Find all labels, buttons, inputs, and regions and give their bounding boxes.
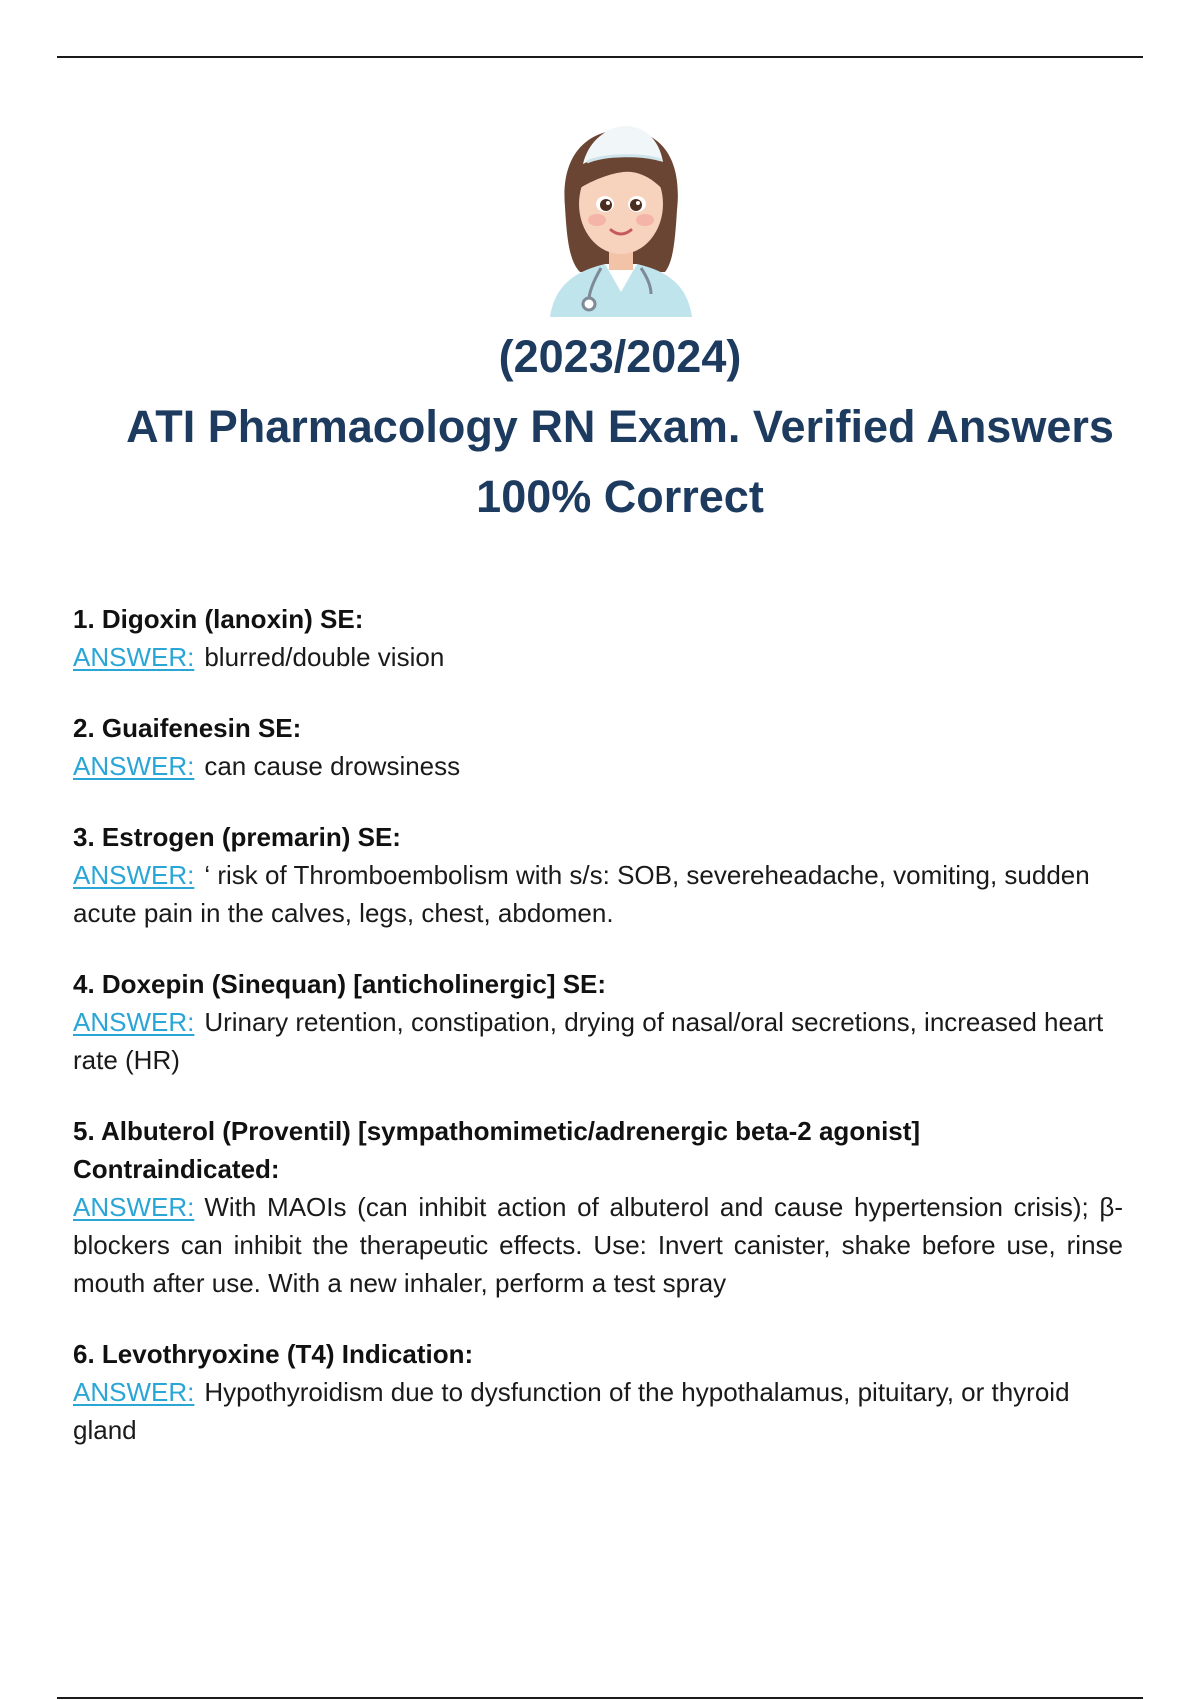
question-4: 4. Doxepin (Sinequan) [anticholinergic] SE: xyxy=(73,969,607,999)
answer-text: can cause drowsiness xyxy=(204,751,461,781)
qa-item-5 xyxy=(73,1112,1123,1302)
answer-label: ANSWER: xyxy=(73,860,195,890)
answer-text: With MAOIs (can inhibit action of albuterol and cause hypertension crisis); β-blockers can inhibit the therapeutic effects. Use: Invert canister, shake before use, rinse mouth after use. With a new inhaler, perform a test spray xyxy=(73,1192,1123,1298)
title-subtitle: 100% Correct xyxy=(476,471,764,522)
question-1: 1. Digoxin (lanoxin) SE: xyxy=(73,604,364,634)
answer-4 xyxy=(73,1003,1123,1079)
answer-3 xyxy=(73,856,1123,932)
qa-item-2 xyxy=(73,709,1123,785)
qa-item-3 xyxy=(73,818,1123,932)
question-6: 6. Levothryoxine (T4) Indication: xyxy=(73,1339,474,1369)
nurse-avatar-icon xyxy=(545,112,695,317)
title-main: ATI Pharmacology RN Exam. Verified Answers xyxy=(126,401,1114,452)
answer-label: ANSWER: xyxy=(73,1192,195,1222)
top-divider xyxy=(57,56,1143,58)
qa-item-4 xyxy=(73,965,1123,1079)
title-year: (2023/2024) xyxy=(498,331,742,382)
question-3: 3. Estrogen (premarin) SE: xyxy=(73,822,401,852)
question-answer-list xyxy=(73,600,1123,1482)
bottom-divider xyxy=(57,1697,1143,1699)
answer-text: Hypothyroidism due to dysfunction of the hypothalamus, pituitary, or thyroid gland xyxy=(73,1377,1070,1445)
answer-6 xyxy=(73,1373,1123,1449)
answer-text: Urinary retention, constipation, drying of nasal/oral secretions, increased heart rate (HR) xyxy=(73,1007,1104,1075)
document-title xyxy=(60,322,1180,532)
qa-item-6 xyxy=(73,1335,1123,1449)
answer-1 xyxy=(73,638,1123,676)
question-2: 2. Guaifenesin SE: xyxy=(73,713,302,743)
answer-2 xyxy=(73,747,1123,785)
question-5: 5. Albuterol (Proventil) [sympathomimetic/adrenergic beta-2 agonist] Contraindicated: xyxy=(73,1116,921,1184)
answer-5 xyxy=(73,1188,1123,1302)
answer-text: ‘ risk of Thromboembolism with s/s: SOB, severeheadache, vomiting, sudden acute pain in the calves, legs, chest, abdomen. xyxy=(73,860,1090,928)
answer-label: ANSWER: xyxy=(73,751,195,781)
answer-text: blurred/double vision xyxy=(204,642,445,672)
qa-item-1 xyxy=(73,600,1123,676)
answer-label: ANSWER: xyxy=(73,642,195,672)
answer-label: ANSWER: xyxy=(73,1377,195,1407)
answer-label: ANSWER: xyxy=(73,1007,195,1037)
